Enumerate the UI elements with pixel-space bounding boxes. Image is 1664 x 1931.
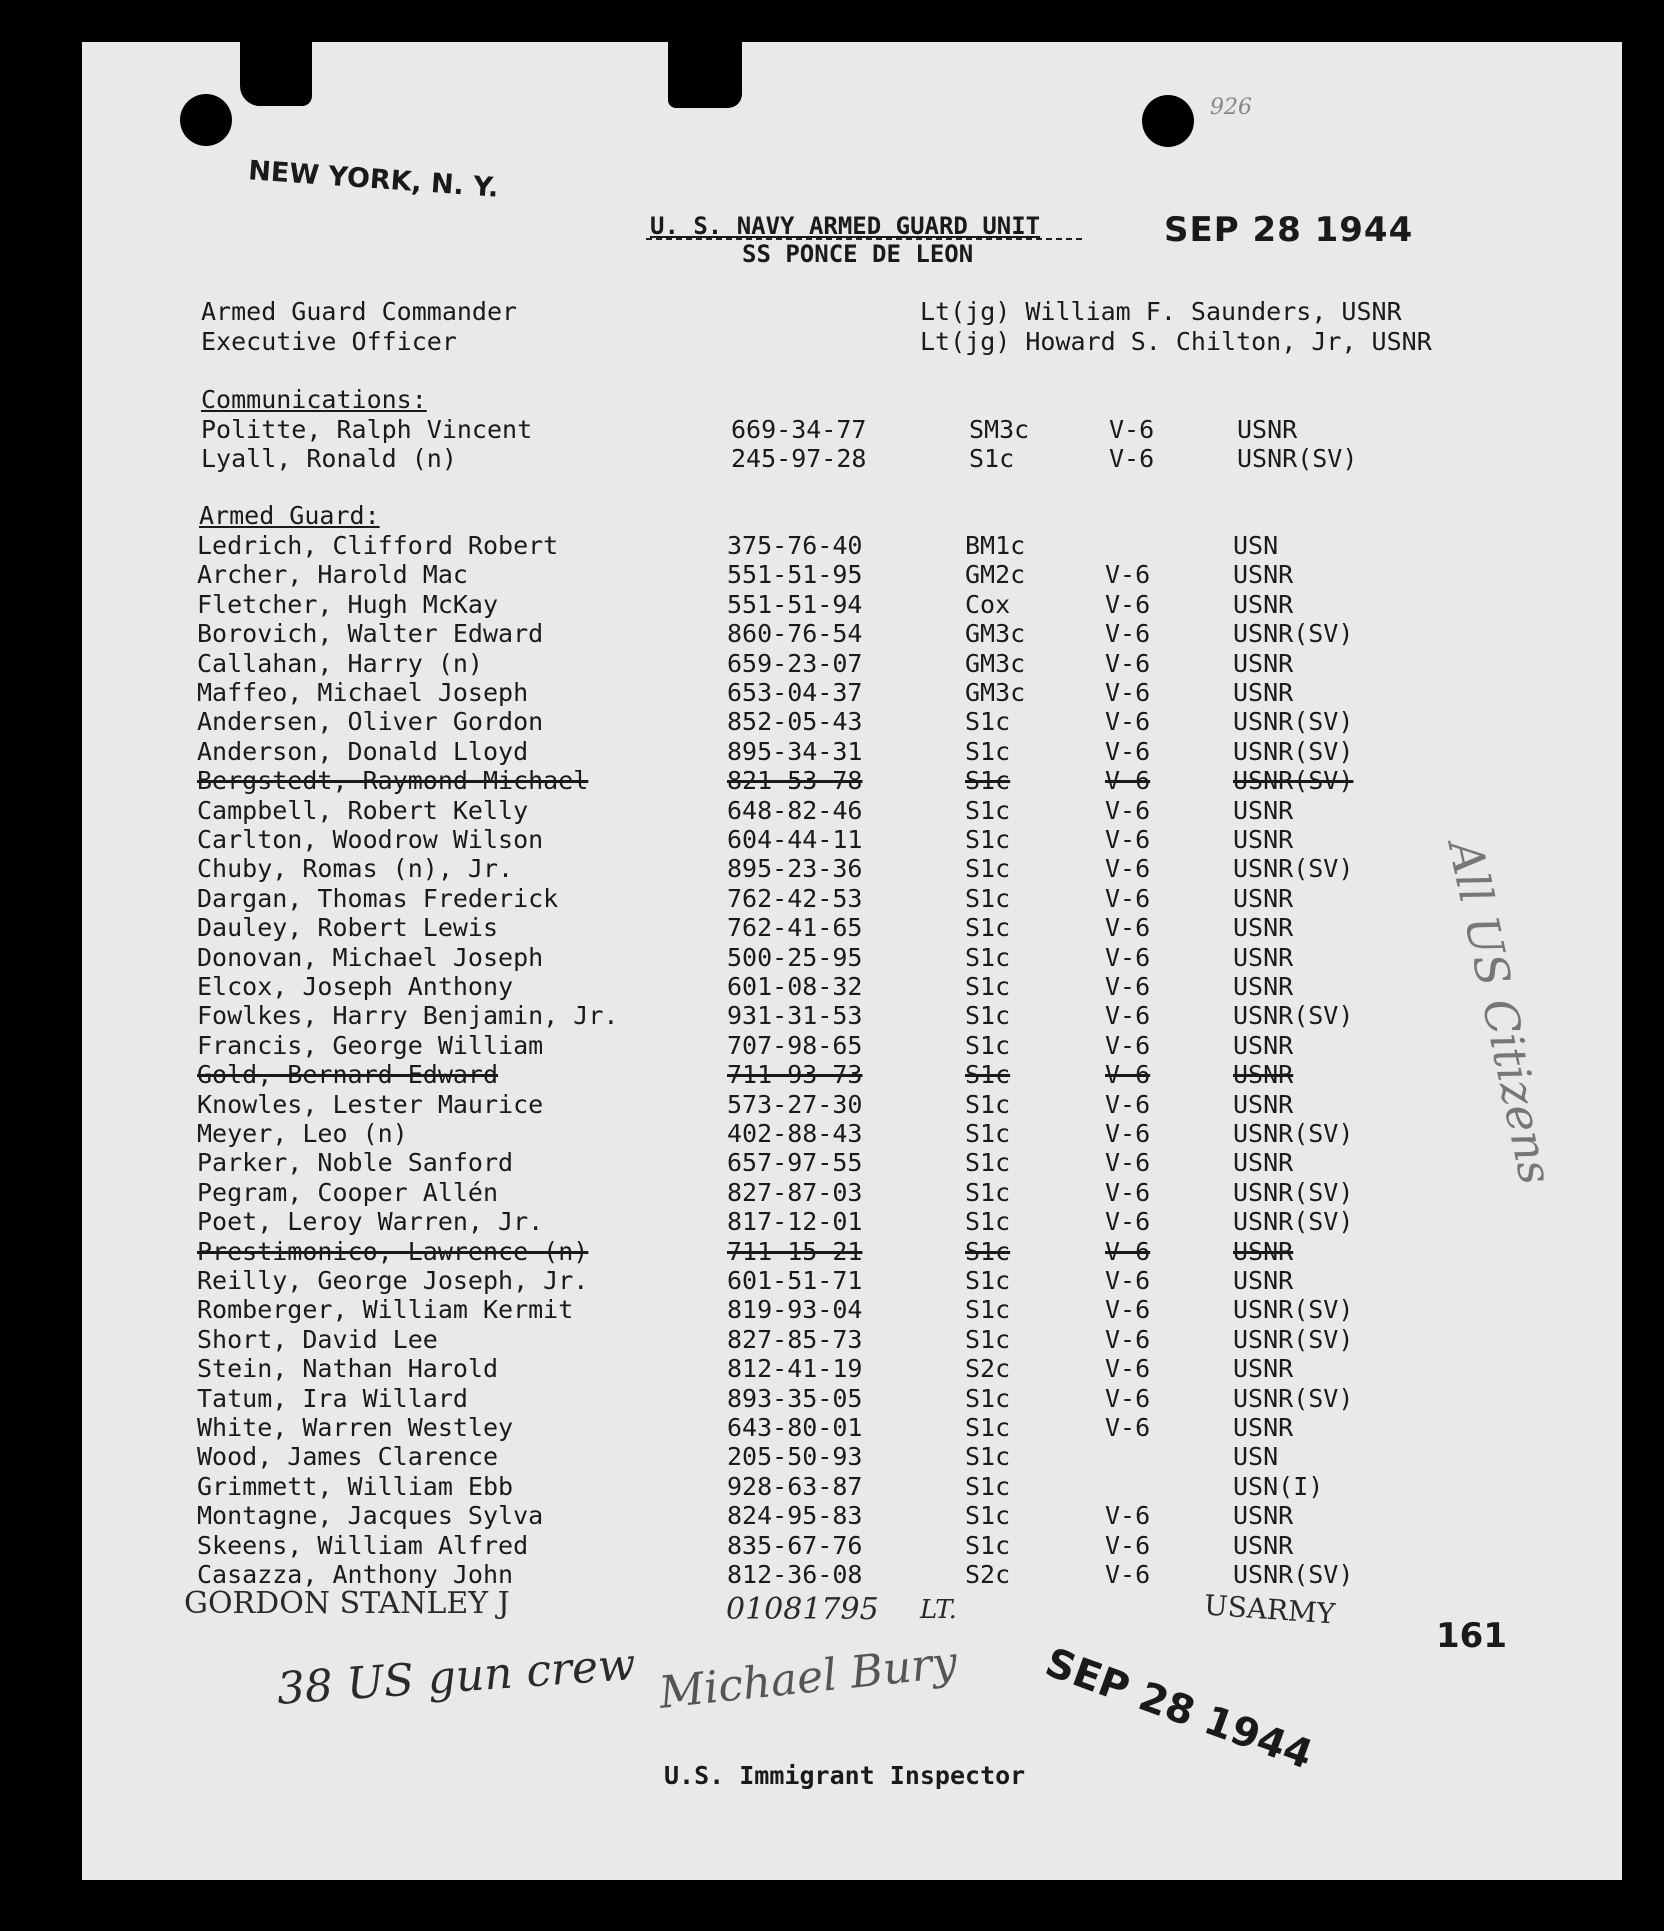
roster-num: 245-97-28 [731,444,867,474]
roster-name: Andersen, Oliver Gordon [197,707,544,737]
roster-num: 648-82-46 [727,795,863,825]
roster-svc: USNR [1233,825,1294,854]
roster-rate: S1c [965,1060,1011,1090]
roster-svc: USNR [1233,1413,1294,1442]
roster-cls: V-6 [1105,1089,1151,1119]
roster-name: Tatum, Ira Willard [197,1383,468,1413]
officer-role: Armed Guard Commander [201,297,518,326]
roster-name: Grimmett, William Ebb [197,1471,514,1501]
roster-name: Borovich, Walter Edward [197,619,544,649]
roster-cls: V-6 [1105,1148,1151,1178]
roster-cls: V-6 [1109,444,1155,474]
roster-svc: USNR [1233,1501,1294,1531]
roster-num: 762-41-65 [727,913,863,943]
roster-rate: S1c [965,972,1011,1001]
roster-rate: S1c [965,1266,1011,1295]
roster-cls: V-6 [1109,415,1155,444]
roster-name: Stein, Nathan Harold [197,1354,499,1384]
roster-svc: USNR(SV) [1233,766,1354,796]
officer-name: Lt(jg) Howard S. Chilton, Jr, USNR [920,327,1432,356]
torn-notch-left [240,42,312,106]
roster-cls: V-6 [1105,942,1151,972]
roster-num: 643-80-01 [727,1413,863,1442]
roster-svc: USNR(SV) [1233,1177,1354,1207]
roster-name: Callahan, Harry (n) [197,648,483,678]
roster-rate: GM3c [965,678,1026,707]
roster-name: Prestimonico, Lawrence (n) [197,1236,589,1266]
roster-rate: S1c [965,883,1011,913]
roster-cls: V-6 [1105,854,1151,884]
roster-svc: USNR(SV) [1237,444,1358,474]
roster-svc: USNR [1233,648,1294,678]
date-stamp-top: SEP 28 1944 [1164,210,1414,250]
roster-num: 827-87-03 [727,1177,863,1207]
roster-cls: V-6 [1105,1030,1151,1060]
roster-cls: V-6 [1105,1119,1151,1148]
roster-name: Pegram, Cooper Allén [197,1177,499,1207]
punch-hole-right [1142,95,1194,147]
roster-svc: USNR [1233,1060,1294,1090]
roster-num: 711-15-21 [727,1236,863,1266]
roster-svc: USNR [1233,678,1294,707]
roster-rate: S1c [965,1207,1011,1237]
roster-rate: S2c [965,1354,1011,1384]
roster-svc: USNR(SV) [1233,1119,1354,1148]
roster-name: Poet, Leroy Warren, Jr. [197,1207,544,1237]
handwritten-top-mark: 926 [1210,95,1252,120]
roster-svc: USN(I) [1233,1471,1324,1501]
roster-num: 819-93-04 [727,1295,863,1325]
roster-rate: S1c [965,1324,1011,1354]
roster-rate: BM1c [965,531,1026,560]
roster-svc: USNR(SV) [1233,1383,1354,1413]
roster-rate: S1c [965,707,1011,737]
roster-cls: V-6 [1105,707,1151,737]
roster-num: 500-25-95 [727,942,863,972]
roster-name: Lyall, Ronald (n) [201,444,457,474]
roster-num: 402-88-43 [727,1119,863,1148]
roster-cls: V-6 [1105,1207,1151,1237]
roster-svc: USNR [1233,795,1294,825]
roster-svc: USNR [1233,942,1294,972]
date-stamp-bottom: SEP 28 1944 [1039,1639,1319,1779]
roster-num: 653-04-37 [727,678,863,707]
roster-cls: V-6 [1105,1060,1151,1090]
roster-svc: USNR(SV) [1233,736,1354,766]
roster-svc: USNR [1233,1148,1294,1178]
roster-name: Short, David Lee [197,1324,438,1354]
roster-name: Ledrich, Clifford Robert [197,531,559,560]
roster-svc: USNR(SV) [1233,1560,1354,1589]
roster-svc: USNR [1233,560,1294,590]
roster-svc: USNR [1233,1236,1294,1266]
handwritten-service: USARMY [1203,1588,1337,1631]
roster-svc: USNR(SV) [1233,1295,1354,1325]
roster-name: Elcox, Joseph Anthony [197,972,514,1001]
roster-cls: V-6 [1105,1324,1151,1354]
roster-svc: USNR(SV) [1233,1001,1354,1031]
roster-cls: V-6 [1105,1177,1151,1207]
roster-cls: V-6 [1105,766,1151,796]
roster-svc: USNR(SV) [1233,854,1354,884]
handwritten-rank: LT. [920,1595,957,1625]
roster-svc: USNR [1233,1030,1294,1060]
roster-svc: USNR [1233,1266,1294,1295]
roster-name: Montagne, Jacques Sylva [197,1501,544,1531]
inspector-label: U.S. Immigrant Inspector [664,1761,1026,1790]
roster-rate: S1c [965,1030,1011,1060]
handwritten-name: GORDON STANLEY J [184,1586,510,1621]
roster-num: 852-05-43 [727,707,863,737]
roster-rate: S1c [965,1236,1011,1266]
roster-svc: USNR [1233,913,1294,943]
roster-name: Skeens, William Alfred [197,1530,529,1560]
roster-num: 827-85-73 [727,1324,863,1354]
roster-rate: S1c [965,1442,1011,1472]
roster-num: 895-23-36 [727,854,863,884]
roster-cls: V-6 [1105,1383,1151,1413]
roster-name: Fletcher, Hugh McKay [197,589,499,619]
inspector-signature: Michael Bury [656,1636,960,1719]
roster-num: 812-41-19 [727,1354,863,1384]
roster-cls: V-6 [1105,560,1151,590]
roster-num: 711-93-73 [727,1060,863,1090]
roster-cls: V-6 [1105,825,1151,854]
roster-name: Donovan, Michael Joseph [197,942,544,972]
roster-num: 817-12-01 [727,1207,863,1237]
roster-num: 931-31-53 [727,1001,863,1031]
roster-rate: S1c [965,825,1011,854]
ship-name: SS PONCE DE LEON [742,240,974,268]
handwritten-number: 01081795 [726,1592,879,1627]
roster-name: Archer, Harold Mac [197,560,468,590]
roster-rate: S1c [965,942,1011,972]
roster-name: Knowles, Lester Maurice [197,1089,544,1119]
roster-name: Anderson, Donald Lloyd [197,736,529,766]
roster-name: Parker, Noble Sanford [197,1148,514,1178]
roster-svc: USNR [1233,589,1294,619]
roster-svc: USNR [1233,972,1294,1001]
page-number: 161 [1436,1616,1507,1656]
roster-rate: SM3c [969,415,1030,444]
roster-num: 551-51-95 [727,560,863,590]
roster-svc: USN [1233,531,1279,560]
roster-num: 812-36-08 [727,1560,863,1589]
roster-name: Wood, James Clarence [197,1442,499,1472]
roster-rate: GM2c [965,560,1026,590]
roster-num: 928-63-87 [727,1471,863,1501]
roster-svc: USNR [1233,1530,1294,1560]
officer-name: Lt(jg) William F. Saunders, USNR [920,297,1402,326]
roster-cls: V-6 [1105,589,1151,619]
roster-cls: V-6 [1105,678,1151,707]
roster-num: 659-23-07 [727,648,863,678]
unit-title: U. S. NAVY ARMED GUARD UNIT [650,212,1041,240]
roster-rate: S1c [965,1177,1011,1207]
roster-svc: USNR(SV) [1233,619,1354,649]
roster-name: Dauley, Robert Lewis [197,913,499,943]
roster-name: Francis, George William [197,1030,544,1060]
roster-num: 860-76-54 [727,619,863,649]
roster-name: Carlton, Woodrow Wilson [197,825,544,854]
roster-cls: V-6 [1105,1413,1151,1442]
officer-role: Executive Officer [201,327,457,356]
roster-cls: V-6 [1105,1501,1151,1531]
roster-rate: S1c [965,1413,1011,1442]
roster-num: 821-53-78 [727,766,863,796]
roster-name: Meyer, Leo (n) [197,1119,408,1148]
roster-rate: Cox [965,589,1011,619]
roster-cls: V-6 [1105,1266,1151,1295]
roster-num: 893-35-05 [727,1383,863,1413]
roster-name: Bergstedt, Raymond Michael [197,766,589,796]
roster-name: White, Warren Westley [197,1413,514,1442]
roster-cls: V-6 [1105,795,1151,825]
roster-rate: S1c [969,444,1015,474]
roster-rate: GM3c [965,648,1026,678]
roster-cls: V-6 [1105,619,1151,649]
roster-cls: V-6 [1105,1354,1151,1384]
roster-name: Romberger, William Kermit [197,1295,574,1325]
roster-cls: V-6 [1105,648,1151,678]
roster-name: Maffeo, Michael Joseph [197,678,529,707]
roster-num: 895-34-31 [727,736,863,766]
roster-num: 707-98-65 [727,1030,863,1060]
roster-rate: S1c [965,854,1011,884]
roster-rate: S1c [965,913,1011,943]
roster-name: Casazza, Anthony John [197,1560,514,1589]
roster-rate: S1c [965,766,1011,796]
roster-rate: S1c [965,1119,1011,1148]
roster-name: Gold, Bernard Edward [197,1060,499,1090]
roster-rate: S1c [965,1383,1011,1413]
armed-guard-heading: Armed Guard: [199,501,380,530]
roster-cls: V-6 [1105,883,1151,913]
roster-rate: S1c [965,795,1011,825]
roster-cls: V-6 [1105,1236,1151,1266]
roster-num: 205-50-93 [727,1442,863,1472]
roster-cls: V-6 [1105,972,1151,1001]
roster-num: 669-34-77 [731,415,867,444]
roster-svc: USNR [1233,883,1294,913]
roster-rate: GM3c [965,619,1026,649]
city-label: NEW YORK, N. Y. [247,155,500,204]
roster-cls: V-6 [1105,736,1151,766]
roster-rate: S1c [965,1501,1011,1531]
roster-cls: V-6 [1105,1295,1151,1325]
roster-num: 604-44-11 [727,825,863,854]
roster-name: Dargan, Thomas Frederick [197,883,559,913]
roster-num: 601-08-32 [727,972,863,1001]
roster-svc: USNR [1233,1354,1294,1384]
torn-notch-mid [668,42,742,108]
gun-crew-note: 38 US gun crew [275,1638,638,1715]
roster-cls: V-6 [1105,913,1151,943]
roster-num: 601-51-71 [727,1266,863,1295]
roster-num: 375-76-40 [727,531,863,560]
roster-svc: USN [1233,1442,1279,1472]
roster-svc: USNR [1233,1089,1294,1119]
roster-cls: V-6 [1105,1530,1151,1560]
header-rule [646,238,1082,240]
roster-rate: S1c [965,1148,1011,1178]
roster-svc: USNR(SV) [1233,707,1354,737]
roster-num: 824-95-83 [727,1501,863,1531]
roster-rate: S2c [965,1560,1011,1589]
roster-svc: USNR(SV) [1233,1324,1354,1354]
roster-num: 657-97-55 [727,1148,863,1178]
roster-num: 835-67-76 [727,1530,863,1560]
roster-name: Reilly, George Joseph, Jr. [197,1266,589,1295]
side-note: All US Citizens [1437,835,1564,1189]
roster-svc: USNR [1237,415,1298,444]
roster-rate: S1c [965,1295,1011,1325]
roster-num: 762-42-53 [727,883,863,913]
roster-cls: V-6 [1105,1001,1151,1031]
roster-rate: S1c [965,1089,1011,1119]
roster-num: 573-27-30 [727,1089,863,1119]
punch-hole-left [180,94,232,146]
roster-rate: S1c [965,1001,1011,1031]
roster-cls: V-6 [1105,1560,1151,1589]
communications-heading: Communications: [201,385,427,414]
roster-rate: S1c [965,1471,1011,1501]
roster-name: Campbell, Robert Kelly [197,795,529,825]
roster-rate: S1c [965,1530,1011,1560]
roster-rate: S1c [965,736,1011,766]
roster-name: Chuby, Romas (n), Jr. [197,854,514,884]
roster-num: 551-51-94 [727,589,863,619]
roster-name: Politte, Ralph Vincent [201,415,533,444]
roster-svc: USNR(SV) [1233,1207,1354,1237]
roster-name: Fowlkes, Harry Benjamin, Jr. [197,1001,619,1031]
